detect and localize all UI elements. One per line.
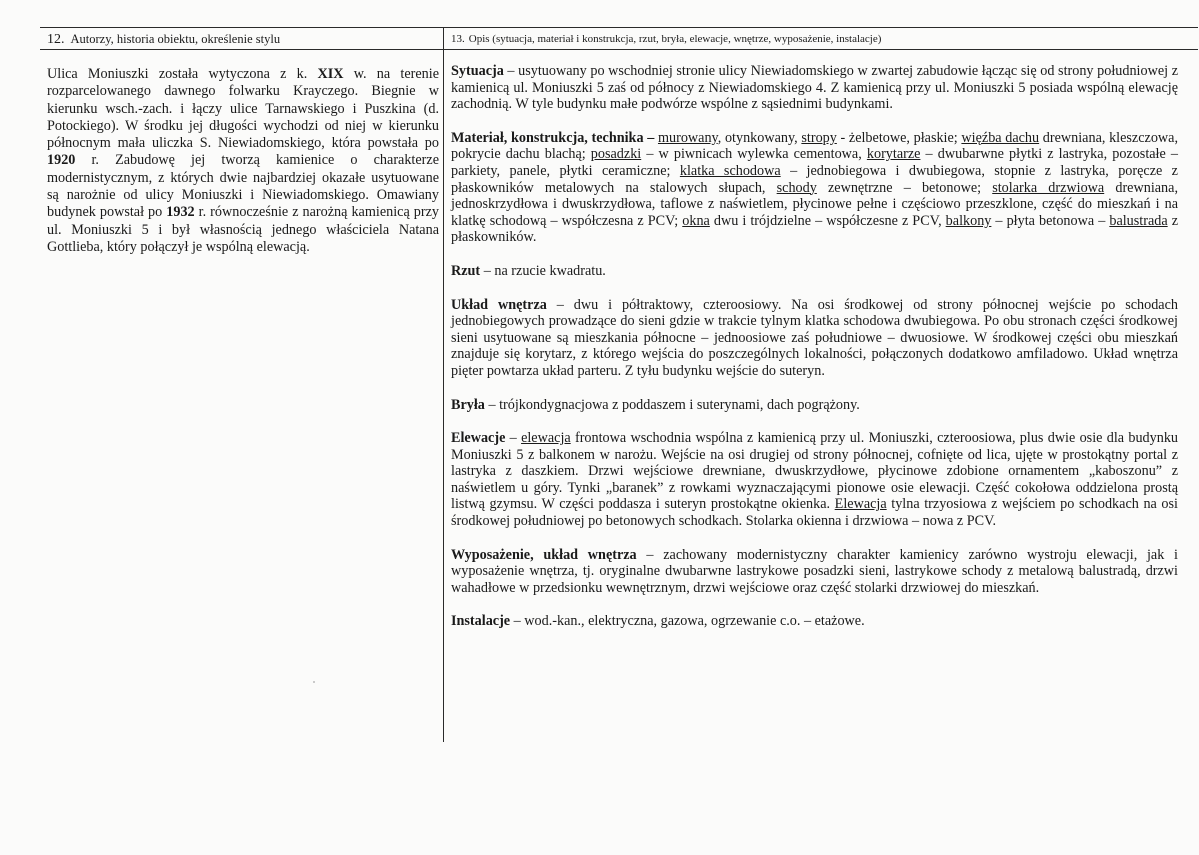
description-section [451, 63, 1178, 113]
section-paragraph [451, 297, 1178, 380]
left-section-title: Autorzy, historia obiektu, określenie stylu [70, 32, 281, 46]
text-run: - żelbetowe, płaskie; [836, 129, 962, 146]
text-run: – usytuowany po wschodniej stronie ulicy Niewiadomskiego w zwartej zabudowie łącząc się od strony południowej z kamienicą ul. Moniuszki 5 zaś od północy z Niewiadomskiego 4. Z kamienicą przy ul. Moniuszki 5 posiada wspólną elewację zachodnią. W tyle budynku małe podwórze wspólne z sąsiednimi budynkami. [451, 63, 1178, 113]
section-paragraph [451, 130, 1178, 246]
underlined-term: balkony [945, 212, 992, 229]
text-run: zewnętrzne – betonowe; [816, 179, 993, 196]
section-label: Układ wnętrza [451, 296, 547, 313]
text-run: – dwubarwne płytki z lastryka, pozostałe – parkiety, panele, płytki ceramiczne; [451, 146, 1178, 179]
underlined-term: schody [776, 179, 817, 196]
text-run: – trójkondygnacjowa z poddaszem i suterynami, dach pogrążony. [484, 396, 860, 413]
underlined-term: stropy [801, 129, 837, 146]
history-text [47, 66, 439, 256]
section-label: Instalacje [451, 613, 511, 630]
text-run: r. równocześnie z narożną kamienicą przy ul. Moniuszki 5 i był własnością jednego właściciela Natana Gottlieba, który połączył je wspólną elewacją. [47, 204, 439, 255]
text-run: tylna trzyosiowa z wejściem po schodkach na osi środkowej południowej po betonowych schodkach. Stolarka okienna i drzwiowa – nowa z PCV. [451, 496, 1178, 530]
text-run: – zachowany modernistyczny charakter kamienicy zarówno wystroju elewacji, jak i wyposażenie wnętrza, tj. oryginalne dwubarwne lastrykowe posadzki sieni, lastrykowe schody z metalową balustradą, drzwi wahadłowe w przedsionku wewnętrznym, drzwi wejściowe oraz część stolarki drzwiowej do mieszkań. [451, 546, 1178, 596]
top-border-line [40, 27, 1198, 28]
section-label: Bryła [451, 396, 485, 413]
section-paragraph [451, 263, 1178, 280]
text-run: – [505, 430, 522, 447]
text-run: r. Zabudowę jej tworzą kamienice o charakterze modernistycznym, z których dwie najbardziej okazałe usytuowane są narożnie od ulicy Moniuszki i Niewiadomskiego. Omawiany budynek powstał po [47, 152, 439, 221]
description-section [451, 430, 1178, 530]
section-label: 1920 [47, 152, 76, 169]
section-label: Sytuacja [451, 63, 504, 79]
scan-speck [313, 681, 315, 683]
description-section [451, 130, 1178, 246]
section-paragraph [451, 547, 1178, 597]
header-separator-line [40, 49, 1198, 50]
section-paragraph [451, 63, 1178, 113]
underlined-term: okna [682, 212, 710, 229]
text-run: – w piwnicach wylewka cementowa, [641, 146, 867, 163]
section-paragraph [451, 397, 1178, 414]
text-run: drewniana, jednoskrzydłowa i dwuskrzydłowa, taflowe z naświetlem, płycinowe pełne i częściowo przeszklone, część do mieszkań i na klatkę schodową – współczesna z PCV; [451, 179, 1178, 229]
text-run: Ulica Moniuszki została wytyczona z k. [47, 66, 318, 82]
text-run: – na rzucie kwadratu. [480, 262, 606, 279]
underlined-term: elewacja [521, 430, 571, 447]
right-section-header [451, 33, 881, 45]
section-paragraph [451, 613, 1178, 630]
section-label: Materiał, konstrukcja, technika – [451, 129, 655, 146]
left-section-number: 12. [47, 32, 65, 47]
section-label: XIX [317, 66, 344, 82]
section-label: Wyposażenie, układ wnętrza [451, 546, 637, 563]
text-run: – płyta betonowa – [991, 212, 1110, 229]
underlined-term: klatka schodowa [679, 162, 781, 179]
history-paragraph [47, 66, 439, 256]
underlined-term: balustrada [1109, 212, 1168, 229]
text-run: drewniana, kleszczowa, pokrycie dachu blachą; [451, 129, 1179, 163]
text-run: frontowa wschodnia wspólna z kamienicą przy ul. Moniuszki, czteroosiowa, plus dwie osie dla budynku Moniuszki 5 z balkonem w narożu. Wejście na osi drugiej od strony północnej, cofnięte od lica, ujęte w prostokątny portal z lastryka z daszkiem. Drzwi wejściowe drewniane, dwuskrzydłowe, płycinowe zdobione ornamentem „kaboszonu” z naświetlem u góry. Tynki „baranek” z rowkami wyznaczającymi pionowe osie elewacji. Część cokołowa oddzielona prostą listwą gzymsu. W części poddasza i suteryn prostokątne okienka. [451, 430, 1179, 513]
description-section [451, 547, 1178, 597]
underlined-term: więźba dachu [961, 129, 1040, 146]
section-label: 1932 [166, 204, 195, 221]
text-run: , otynkowany, [717, 129, 802, 146]
description-section [451, 263, 1178, 280]
section-paragraph [451, 430, 1178, 530]
underlined-term: stolarka drzwiowa [992, 179, 1105, 196]
description-section [451, 397, 1178, 414]
section-label: Rzut [451, 262, 481, 279]
text-run: – wod.-kan., elektryczna, gazowa, ogrzewanie c.o. – etażowe. [510, 613, 865, 630]
text-run: z płaskowników. [451, 212, 1178, 246]
right-section-number: 13. [451, 33, 465, 45]
right-section-title: Opis (sytuacja, materiał i konstrukcja, rzut, bryła, elewacje, wnętrze, wyposażenie, instalacje) [468, 33, 882, 45]
description-section [451, 613, 1178, 630]
underlined-term: posadzki [590, 146, 642, 163]
left-section-header [47, 32, 280, 48]
description-text [451, 63, 1178, 647]
underlined-term: Elewacja [834, 496, 887, 513]
text-run: – dwu i półtraktowy, czteroosiowy. Na osi środkowej od strony północnej wejście po schodach jednobiegowych prowadzące do sieni gdzie w trakcie tylnym klatka schodowa dwubiegowa. Po obu stronach części środkowej sieni usytuowane są mieszkania północne – jednoosiowe zaś południowe – dwuosiowe. W środkowej części obu mieszkań znajduje się korytarz, z którego wejścia do poszczególnych lokalności, połączonych dodatkowo amfiladowo. Układ wnętrza pięter powtarza układ parteru. Z tyłu budynku wejście do suteryn. [451, 296, 1178, 379]
section-label: Elewacje [451, 430, 506, 447]
column-divider [443, 27, 444, 742]
text-run: w. na terenie rozparcelowanego dawnego folwarku Krayczego. Biegnie w kierunku wsch.-zach. i łączy ulice Tarnawskiego i Puszkina (d. Potockiego). W środku jej długości wychodzi od niej w kierunku północnym mała uliczka S. Niewiadomskiego, która powstała po [47, 66, 439, 152]
text-run: dwu i trójdzielne – współczesne z PCV, [709, 212, 946, 229]
underlined-term: korytarze [866, 146, 921, 163]
description-section [451, 297, 1178, 380]
underlined-term: murowany [657, 129, 718, 146]
text-run: – jednobiegowa i dwubiegowa, stopnie z lastryka, poręcze z płaskowników metalowych na stalowych słupach, [451, 162, 1178, 196]
